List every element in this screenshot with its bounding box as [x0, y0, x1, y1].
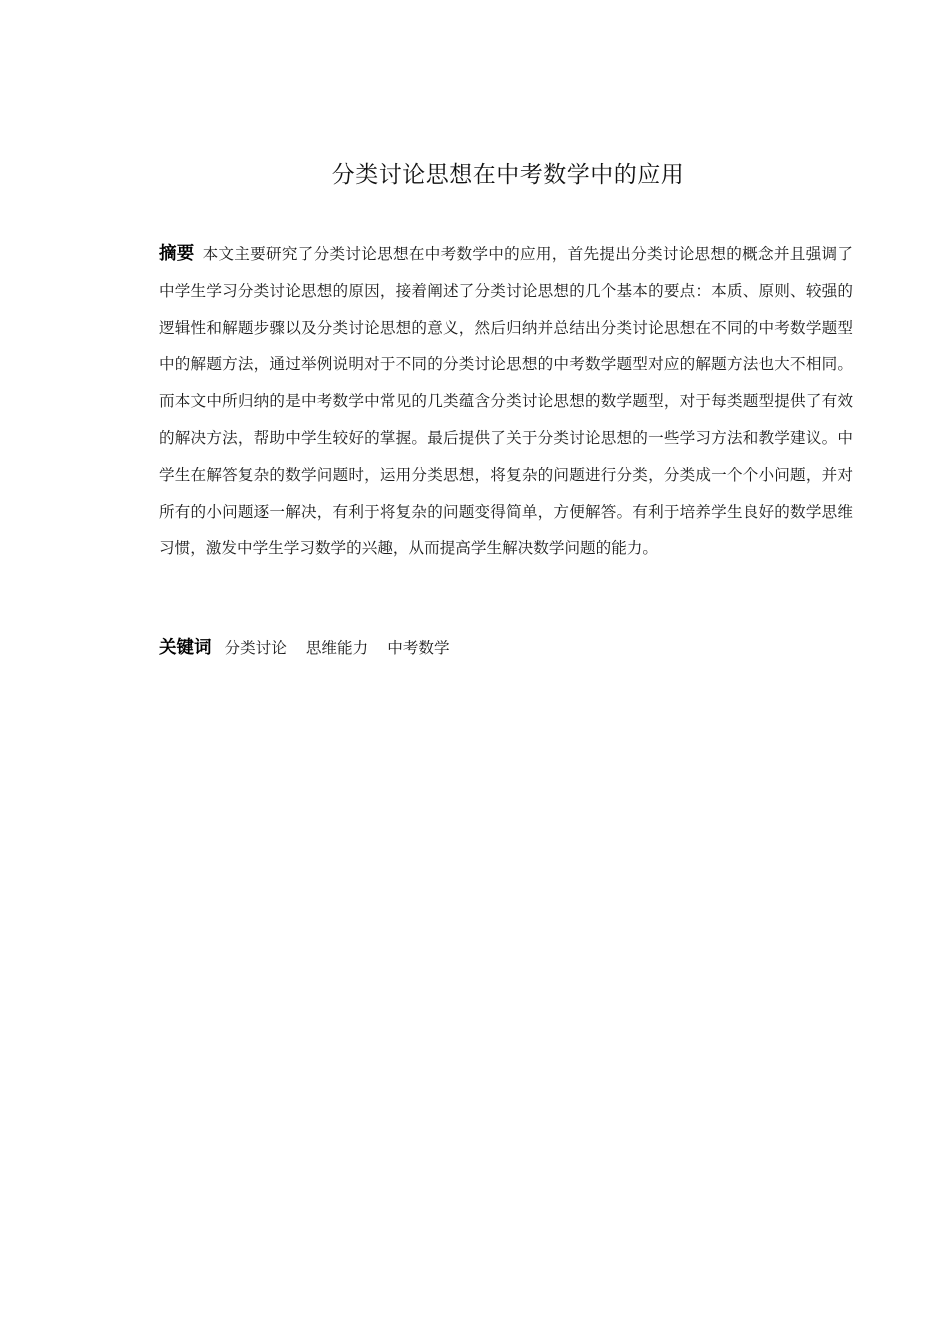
keywords-label: 关键词	[159, 638, 212, 658]
keyword-item: 分类讨论	[224, 639, 287, 657]
paper-title: 分类讨论思想在中考数学中的应用	[331, 162, 685, 188]
keywords-section	[159, 630, 853, 666]
keyword-item: 中考数学	[387, 639, 450, 657]
abstract-text: 本文主要研究了分类讨论思想在中考数学中的应用，首先提出分类讨论思想的概念并且强调了中学生学习分类讨论思想的原因，接着阐述了分类讨论思想的几个基本的要点：本质、原则、较强的逻辑性和解题步骤以及分类讨论思想的意义，然后归纳并总结出分类讨论思想在不同的中考数学题型中的解题方法，通过举例说明对于不同的分类讨论思想的中考数学题型对应的解题方法也大不相同。而本文中所归纳的是中考数学中常见的几类蕴含分类讨论思想的数学题型，对于每类题型提供了有效的解决方法，帮助中学生较好的掌握。最后提供了关于分类讨论思想的一些学习方法和教学建议。中学生在解答复杂的数学问题时，运用分类思想，将复杂的问题进行分类，分类成一个个小问题，并对所有的小问题逐一解决，有利于将复杂的问题变得简单，方便解答。有利于培养学生良好的数学思维习惯，激发中学生学习数学的兴趣，从而提高学生解决数学问题的能力。	[159, 245, 853, 558]
abstract-section	[159, 236, 853, 567]
abstract-label: 摘要	[159, 244, 195, 264]
keyword-item: 思维能力	[305, 639, 369, 657]
